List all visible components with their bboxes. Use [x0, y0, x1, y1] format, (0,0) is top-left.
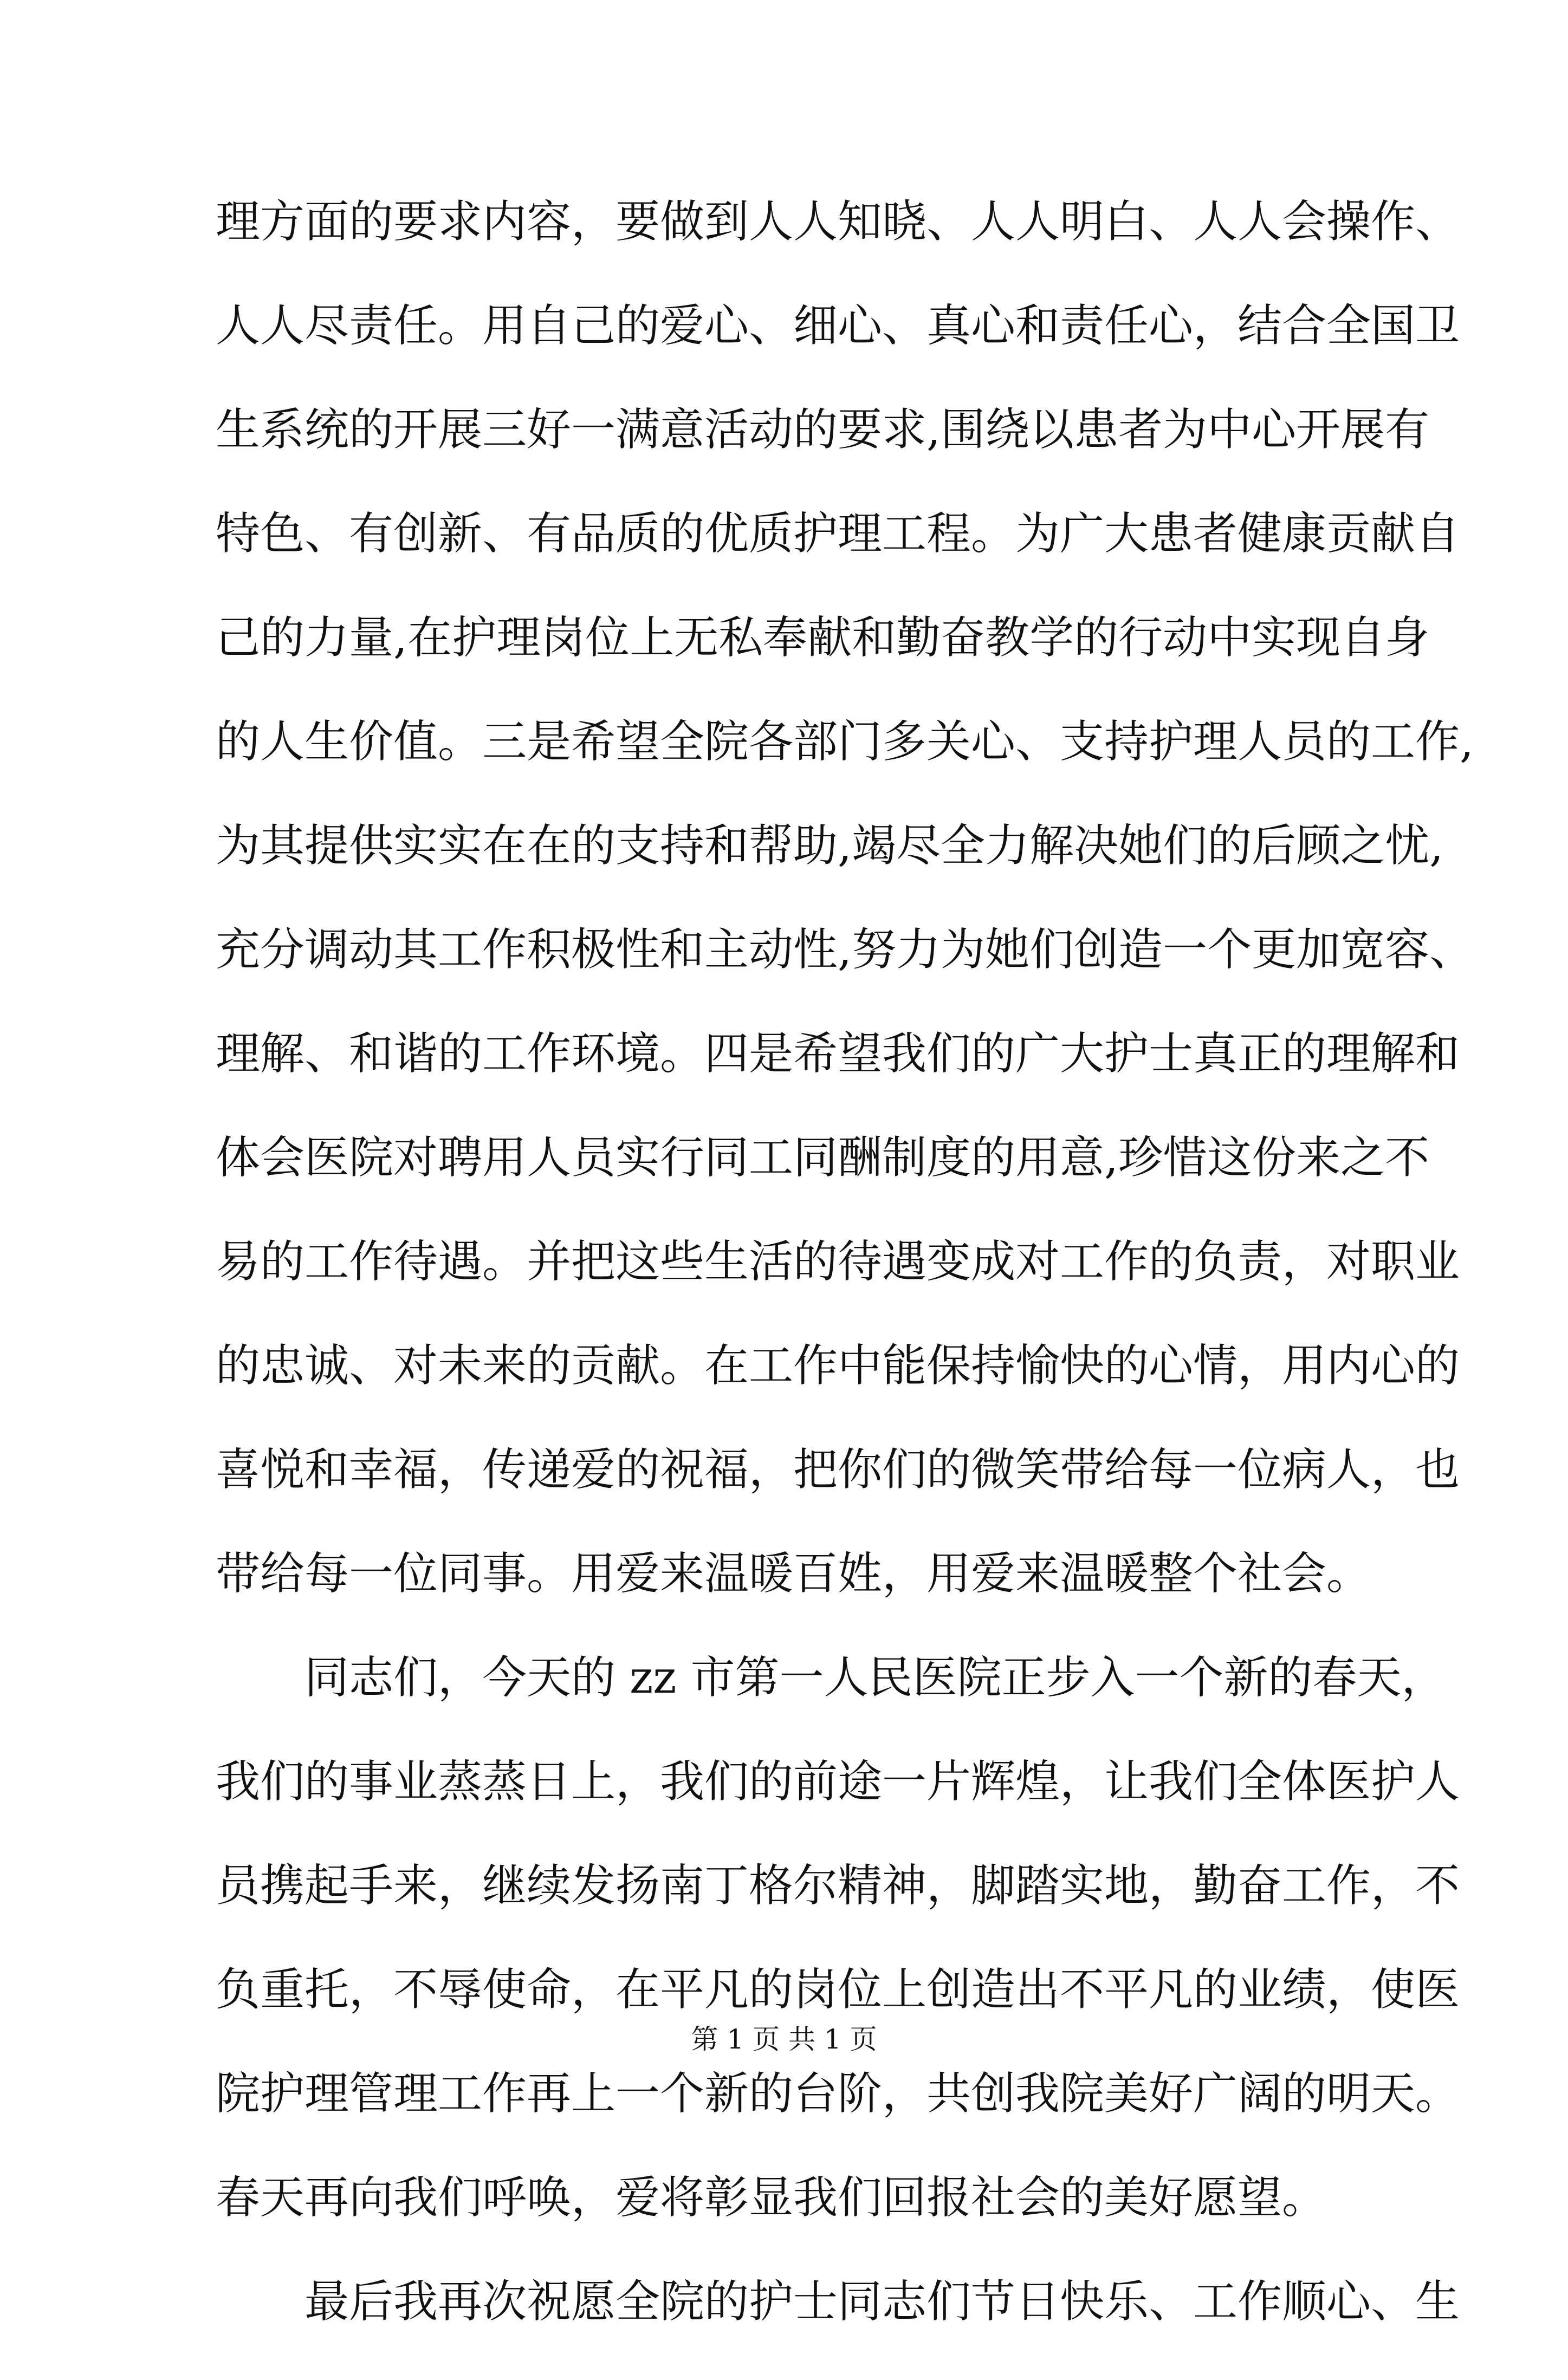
text-line: 特色、有创新、有品质的优质护理工程。为广大患者健康贡献自: [216, 508, 1460, 560]
paragraph-first-line: 同志们，今天的 zz 市第一人民医院正步入一个新的春天，: [304, 1652, 1446, 1703]
text-line: 理解、和谐的工作环境。四是希望我们的广大护士真正的理解和: [216, 1028, 1460, 1080]
text-line: 体会医院对聘用人员实行同工同酬制度的用意,珍惜这份来之不: [216, 1132, 1430, 1184]
page-number-footer: 第 1 页 共 1 页: [691, 2024, 877, 2055]
text-line: 充分调动其工作积极性和主动性,努力为她们创造一个更加宽容、: [216, 924, 1474, 976]
text-line: 生系统的开展三好一满意活动的要求,围绕以患者为中心开展有: [216, 404, 1430, 456]
text-line: 的人生价值。三是希望全院各部门多关心、支持护理人员的工作,: [216, 716, 1474, 768]
text-line: 负重托，不辱使命，在平凡的岗位上创造出不平凡的业绩，使医: [216, 1964, 1460, 2015]
text-line: 我们的事业蒸蒸日上，我们的前途一片辉煌，让我们全体医护人: [216, 1756, 1460, 1807]
text-line: 的忠诚、对未来的贡献。在工作中能保持愉快的心情，用内心的: [216, 1340, 1460, 1391]
text-line: 己的力量,在护理岗位上无私奉献和勤奋教学的行动中实现自身: [216, 612, 1430, 664]
text-line: 员携起手来，继续发扬南丁格尔精神，脚踏实地，勤奋工作，不: [216, 1860, 1460, 1911]
text-line: 喜悦和幸福，传递爱的祝福，把你们的微笑带给每一位病人，也: [216, 1444, 1460, 1495]
paragraph-first-line: 最后我再次祝愿全院的护士同志们节日快乐、工作顺心、生: [304, 2276, 1460, 2327]
text-line: 理方面的要求内容，要做到人人知晓、人人明白、人人会操作、: [216, 196, 1460, 248]
text-line: 人人尽责任。用自己的爱心、细心、真心和责任心，结合全国卫: [216, 300, 1460, 352]
text-line: 易的工作待遇。并把这些生活的待遇变成对工作的负责，对职业: [216, 1236, 1460, 1287]
text-line: 为其提供实实在在的支持和帮助,竭尽全力解决她们的后顾之忧,: [216, 820, 1444, 872]
text-line: 院护理管理工作再上一个新的台阶，共创我院美好广阔的明天。: [216, 2068, 1460, 2119]
paragraph-end-line: 带给每一位同事。用爱来温暖百姓，用爱来温暖整个社会。: [216, 1548, 1371, 1599]
paragraph-end-line: 春天再向我们呼唤，爱将彰显我们回报社会的美好愿望。: [216, 2172, 1327, 2223]
